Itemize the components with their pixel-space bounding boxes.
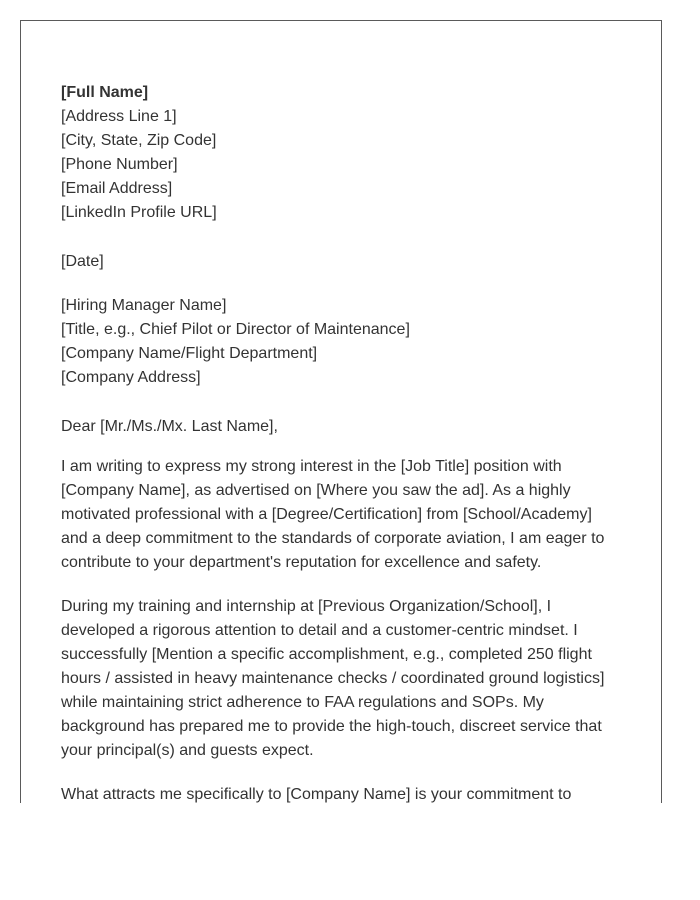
sender-address-line-1: [Address Line 1] (61, 108, 177, 125)
recipient-company: [Company Name/Flight Department] (61, 345, 318, 362)
body-paragraph-3 (61, 783, 621, 803)
sender-full-name: [Full Name] (61, 84, 149, 101)
sender-linkedin: [LinkedIn Profile URL] (61, 204, 217, 221)
sender-email: [Email Address] (61, 180, 173, 197)
salutation-block (61, 415, 621, 439)
body-paragraph-1 (61, 455, 621, 575)
paragraph-line: motivated professional with a [Degree/Certification] from [School/Academy] (61, 506, 592, 523)
paragraph-line: What attracts me specifically to [Company Name] is your commitment to (61, 786, 572, 803)
paragraph-line: successfully [Mention a specific accomplishment, e.g., completed 250 flight (61, 646, 592, 663)
recipient-address: [Company Address] (61, 369, 201, 386)
letter-page (20, 20, 662, 803)
paragraph-line: I am writing to express my strong interest in the [Job Title] position with (61, 458, 562, 475)
paragraph-line: contribute to your department's reputation for excellence and safety. (61, 554, 542, 571)
sender-block (61, 81, 621, 225)
paragraph-line: while maintaining strict adherence to FAA regulations and SOPs. My (61, 694, 544, 711)
paragraph-line: and a deep commitment to the standards of corporate aviation, I am eager to (61, 530, 605, 547)
paragraph-line: developed a rigorous attention to detail and a customer-centric mindset. I (61, 622, 578, 639)
paragraph-line: your principal(s) and guests expect. (61, 742, 314, 759)
recipient-title: [Title, e.g., Chief Pilot or Director of Maintenance] (61, 321, 410, 338)
paragraph-line: hours / assisted in heavy maintenance checks / coordinated ground logistics] (61, 670, 605, 687)
sender-phone: [Phone Number] (61, 156, 178, 173)
paragraph-line: [Company Name], as advertised on [Where you saw the ad]. As a highly (61, 482, 571, 499)
date-block (61, 250, 621, 274)
letter-date: [Date] (61, 253, 104, 270)
paragraph-line: During my training and internship at [Previous Organization/School], I (61, 598, 552, 615)
recipient-block (61, 294, 621, 390)
recipient-name: [Hiring Manager Name] (61, 297, 227, 314)
salutation: Dear [Mr./Ms./Mx. Last Name], (61, 418, 278, 435)
paragraph-line: background has prepared me to provide the high-touch, discreet service that (61, 718, 602, 735)
sender-city-state-zip: [City, State, Zip Code] (61, 132, 217, 149)
body-paragraph-2 (61, 595, 621, 763)
letter-content (61, 81, 621, 803)
